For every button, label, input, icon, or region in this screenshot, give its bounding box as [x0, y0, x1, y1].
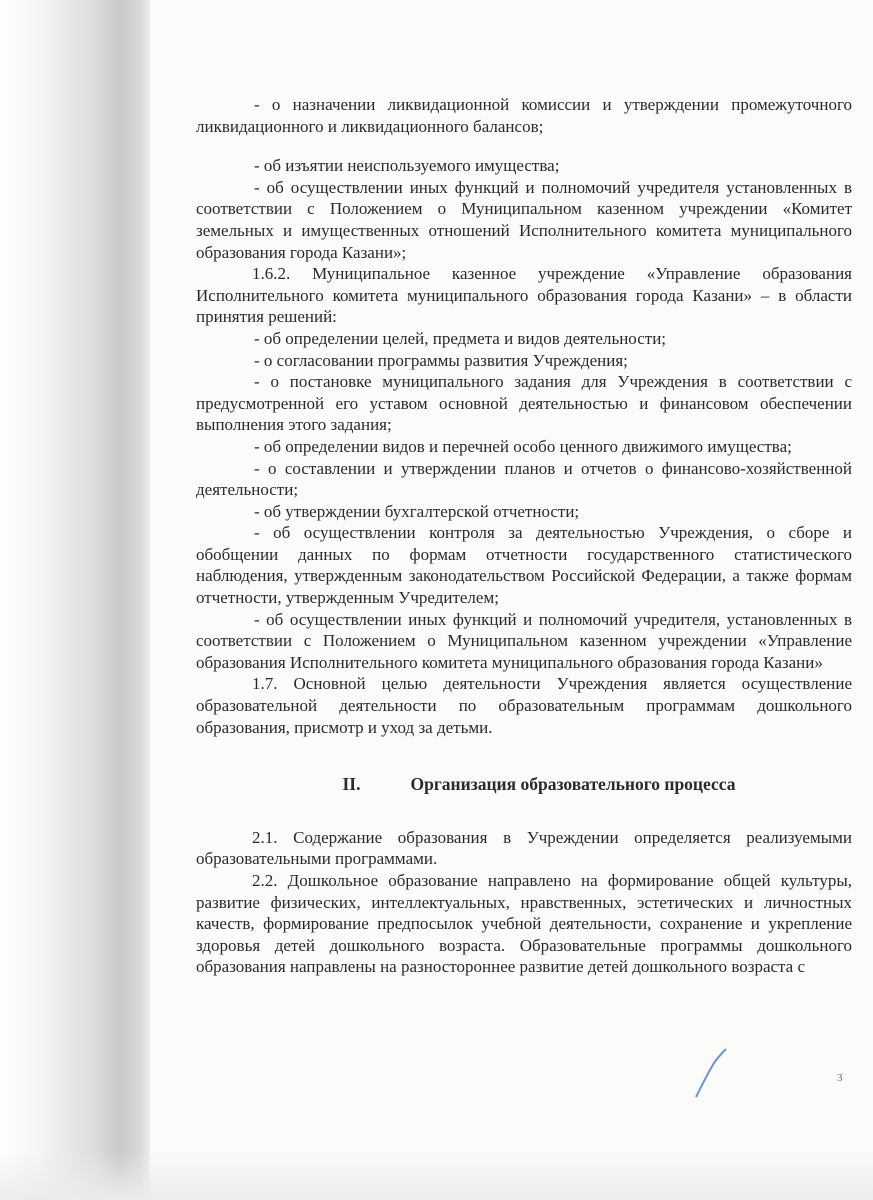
section-number: II. [342, 774, 361, 795]
paragraph: - об осуществлении иных функций и полномочий учредителя установленных в соответствии с Положением о Муниципальном казенном учреждении «Комитет земельных и имущественных отношений Исполнительного комитета муниципального образования города Казани»; [196, 177, 852, 262]
paragraph: - о составлении и утверждении планов и отчетов о финансово-хозяйственной деятельности; [196, 458, 852, 500]
paragraph: 2.2. Дошкольное образование направлено на формирование общей культуры, развитие физических, интеллектуальных, нравственных, эстетических и личностных качеств, формирование предпосылок учебной деятельности, сохранение и укрепление здоровья детей дошкольного возраста. Образовательные программы дошкольного образования направлены на разностороннее развитие детей дошкольного возраста с [196, 871, 852, 977]
scan-shadow-bottom [0, 1150, 873, 1200]
paragraph: - об определении целей, предмета и видов деятельности; [254, 328, 667, 348]
page-number: 3 [837, 1072, 843, 1084]
ink-mark [688, 1045, 738, 1105]
paragraph: - об изъятии неиспользуемого имущества; [254, 156, 560, 176]
paragraph: - об определении видов и перечней особо ценного движимого имущества; [254, 436, 792, 456]
section-title: Организация образовательного процесса [410, 774, 736, 795]
paragraph: 1.7. Основной целью деятельности Учреждения является осуществление образовательной деятельности по образовательным программам дошкольного образования, присмотр и уход за детьми. [196, 674, 852, 737]
paragraph: - об утверждении бухгалтерской отчетности; [254, 501, 580, 521]
document-body [196, 94, 852, 978]
paragraph: - о постановке муниципального задания для Учреждения в соответствии с предусмотренной его уставом основной деятельностью и финансовом обеспечении выполнения этого задания; [196, 372, 852, 435]
paragraph: - о согласовании программы развития Учреждения; [254, 350, 628, 370]
paragraph: 2.1. Содержание образования в Учреждении определяется реализуемыми образовательными программами. [196, 827, 852, 869]
paragraph: - об осуществлении контроля за деятельностью Учреждения, о сборе и обобщении данных по формам отчетности государственного статистического наблюдения, утвержденным законодательством Российской Федерации, а также формам отчетности, утвержденным Учредителем; [196, 523, 852, 608]
paragraph: - о назначении ликвидационной комиссии и утверждении промежуточного ликвидационного и ликвидационного балансов; [196, 95, 852, 136]
paragraph: - об осуществлении иных функций и полномочий учредителя, установленных в соответствии с Положением о Муниципальном казенном учреждении «Управление образования Исполнительного комитета муниципального образования города Казани» [196, 609, 852, 672]
section-heading [196, 774, 852, 796]
scan-shadow [0, 0, 150, 1200]
paragraph: 1.6.2. Муниципальное казенное учреждение «Управление образования Исполнительного комитета муниципального образования города Казани» – в области принятия решений: [196, 264, 852, 327]
